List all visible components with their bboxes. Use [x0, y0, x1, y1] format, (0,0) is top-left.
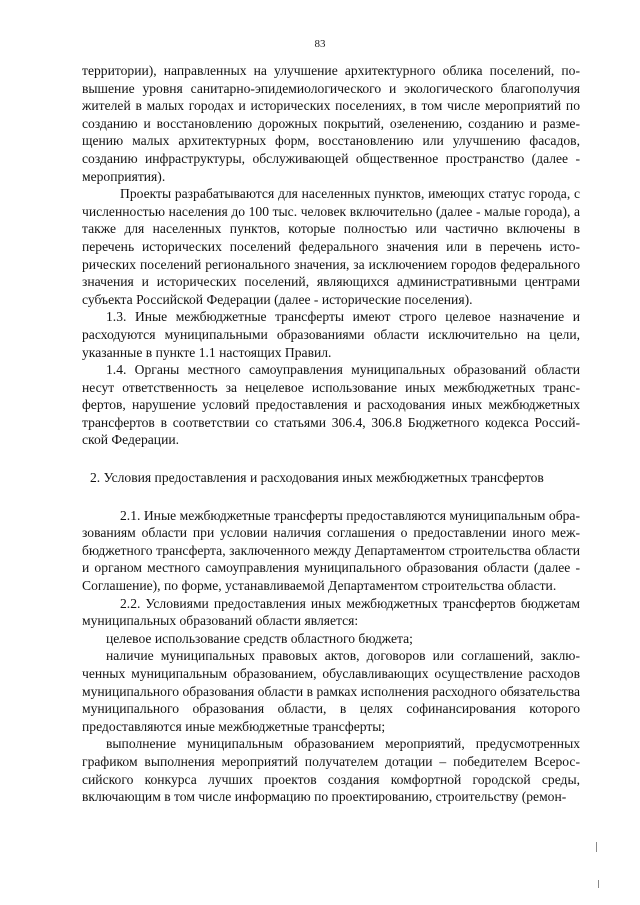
paragraph-1-3: 1.3. Иные межбюджетные трансферты имеют строго целевое назначение и расходуются муниципальными образованиями области исключительно на цели, указанные в пункте 1.1 настоящих Правил. — [82, 309, 580, 360]
list-item-events-schedule: выполнение муниципальным образованием мероприятий, предусмотренных графиком выполнения мероприятий получателем дотации – победителем Всероссийского конкурса лучших проектов создания комфортной городской среды, включающим в том числе информацию по проектированию, строительству (ремон- — [82, 736, 580, 805]
page-number: 83 — [314, 38, 326, 50]
paragraph-2-2: 2.2. Условиями предоставления иных межбюджетных трансфертов бюджетам муниципальных образований области является: — [82, 595, 580, 629]
list-item-target-use: целевое использование средств областного бюджета; — [106, 630, 413, 646]
scan-mark-bottom — [598, 880, 599, 888]
scan-mark-right — [596, 842, 597, 852]
paragraph-continuation: территории), направленных на улучшение архитектурного облика поселений, повышение уровня санитарно-эпидемиологического и экологического благополучия жителей в малых городах и исторических поселениях, в том числе мероприятий по созданию и восстановлению дорожных покрытий, озеленению, созданию и размещению малых архитектурных форм, восстановлению или улучшению фасадов, созданию инфраструктуры, обслуживающей общественное пространство (далее - мероприятия). — [82, 63, 580, 184]
list-item-legal-acts: наличие муниципальных правовых актов, договоров или соглашений, заключенных муниципальным образованием, обуславливающих осуществление расходов муниципального образования области в рамках исполнения расходного обязательства муниципального образования области, в целях софинансирования которого предоставляются иные межбюджетные трансферты; — [82, 648, 580, 734]
section-heading-2: 2. Условия предоставления и расходования иных межбюджетных трансфертов — [90, 470, 544, 486]
paragraph-projects: Проекты разрабатываются для населенных пунктов, имеющих статус города, с численностью населения до 100 тыс. человек включительно (далее - малые города), а также для населенных пунктов, которые полностью или частично включены в перечень исторических поселений федерального значения или в перечень исторических поселений регионального значения, за исключением городов федерального значения и исторических поселений, являющихся административными центрами субъекта Российской Федерации (далее - исторические поселения). — [82, 186, 580, 307]
paragraph-2-1: 2.1. Иные межбюджетные трансферты предоставляются муниципальным образованиям области при условии наличия соглашения о предоставлении иного межбюджетного трансферта, заключенного между Департаментом строительства области и органом местного самоуправления муниципального образования области (далее - Соглашение), по форме, устанавливаемой Департаментом строительства области. — [82, 507, 580, 594]
paragraph-1-4: 1.4. Органы местного самоуправления муниципальных образований области несут ответственность за нецелевое использование иных межбюджетных трансфертов, нарушение условий предоставления и расходования иных межбюджетных трансфертов в соответствии со статьями 306.4, 306.8 Бюджетного кодекса Российской Федерации. — [82, 362, 580, 448]
document-body — [82, 62, 580, 806]
